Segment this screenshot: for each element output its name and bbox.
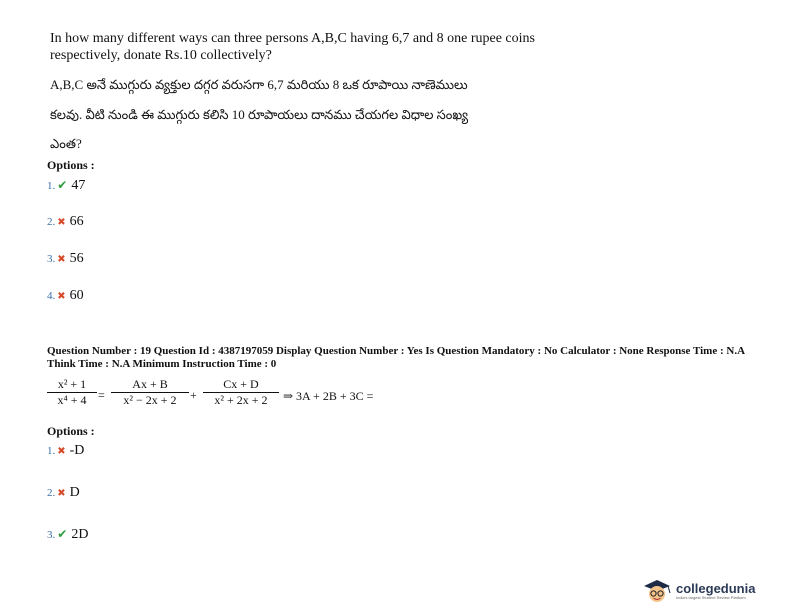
option-item <box>47 527 88 543</box>
option-number: 2. <box>47 487 56 499</box>
options-heading: Options : <box>47 424 95 438</box>
fraction-numerator: x² + 1 <box>57 377 87 391</box>
option-value: 56 <box>69 251 84 266</box>
option-item <box>47 443 84 459</box>
option-item <box>47 485 80 501</box>
question-text-te-line1: A,B,C అనే ముగ్గురు వ్యక్తుల దగ్గర వరుసగా 6,7 మరియు 8 ఒక రూపాయి నాణెములు <box>50 77 468 92</box>
fraction-denominator: x² + 2x + 2 <box>214 393 268 407</box>
option-item <box>47 178 85 194</box>
option-number: 4. <box>47 290 56 302</box>
option-value: 60 <box>69 288 84 303</box>
fraction-numerator: Cx + D <box>223 377 259 391</box>
option-value: 66 <box>69 214 84 229</box>
option-number: 1. <box>47 445 56 457</box>
option-item <box>47 251 84 267</box>
option-number: 1. <box>47 180 56 192</box>
wrong-cross-icon: ✖ <box>57 446 66 457</box>
question-text-en: In how many different ways can three persons A,B,C having 6,7 and 8 one rupee coins respectively, donate Rs.10 collectively? <box>50 31 535 63</box>
option-value: -D <box>69 443 85 458</box>
question-text-te-line2: కలవు. వీటి నుండి ఈ ముగ్గురు కలిసి 10 రూపాయలు దానము చేయగల విధాల సంఖ్య <box>50 107 469 122</box>
logo-tagline: India's largest Student Review Platform <box>676 594 746 600</box>
wrong-cross-icon: ✖ <box>57 291 66 302</box>
logo-wordmark: collegedunia <box>676 580 756 596</box>
correct-check-icon: ✔ <box>57 178 68 192</box>
option-value: 2D <box>71 527 89 542</box>
fraction-lhs <box>47 377 97 408</box>
fraction-term2 <box>203 377 279 408</box>
fraction-denominator: x⁴ + 4 <box>57 393 87 407</box>
option-value: D <box>69 485 80 500</box>
mascot-icon <box>640 578 674 604</box>
fraction-numerator: Ax + B <box>132 377 168 391</box>
option-item <box>47 214 84 230</box>
question-text-te-line3: ఎంత? <box>50 136 82 151</box>
equals-sign: = <box>98 388 105 402</box>
wrong-cross-icon: ✖ <box>57 217 66 228</box>
option-number: 3. <box>47 253 56 265</box>
wrong-cross-icon: ✖ <box>57 254 66 265</box>
equation-rhs: ⇒ 3A + 2B + 3C = <box>283 389 374 403</box>
plus-sign: + <box>190 388 197 402</box>
collegedunia-logo <box>640 578 755 604</box>
option-number: 2. <box>47 216 56 228</box>
fraction-denominator: x² − 2x + 2 <box>123 393 177 407</box>
correct-check-icon: ✔ <box>57 527 68 541</box>
wrong-cross-icon: ✖ <box>57 488 66 499</box>
fraction-term1 <box>111 377 189 408</box>
option-number: 3. <box>47 529 56 541</box>
options-heading: Options : <box>47 158 95 172</box>
option-item <box>47 288 84 304</box>
question-meta: Question Number : 19 Question Id : 4387197059 Display Question Number : Yes Is Question Mandatory : No Calculator : None Response Time : N.A Think Time : N.A Minimum Instruction Time : 0 <box>47 345 745 370</box>
option-value: 47 <box>71 178 86 193</box>
